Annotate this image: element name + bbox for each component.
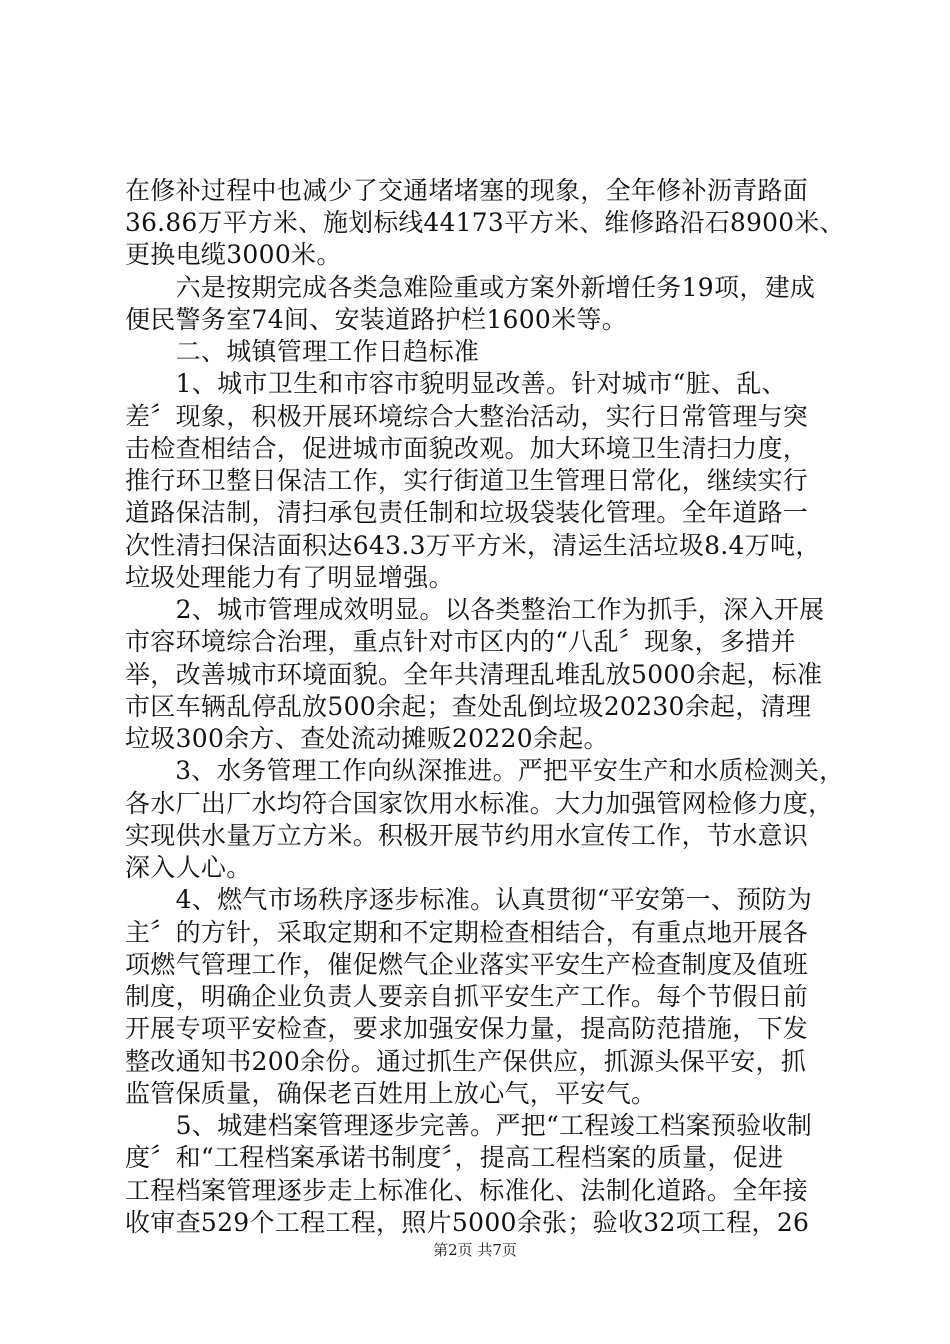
text-line: 深入人心。 [125, 853, 252, 882]
text-line: 击检查相结合，促进城市面貌改观。加大环境卫生清扫力度， [125, 434, 809, 463]
text-line: 更换电缆3000米。 [125, 240, 342, 269]
text-line: 4、燃气市场秩序逐步标准。认真贯彻“平安第一、预防为 [125, 885, 813, 914]
text-line: 差〞现象，积极开展环境综合大整治活动，实行日常管理与突 [125, 402, 809, 431]
text-line: 次性清扫保洁面积达643.3万平方米，清运生活垃圾8.4万吨， [125, 531, 821, 560]
text-line: 1、城市卫生和市容市貌明显改善。针对城市“脏、乱、 [125, 369, 787, 398]
text-line: 便民警务室74间、安装道路护栏1600米等。 [125, 305, 628, 334]
section-heading: 二、城镇管理工作日趋标准 [125, 337, 480, 366]
text-line: 项燃气管理工作，催促燃气企业落实平安生产检查制度及值班 [125, 950, 809, 979]
text-line: 主〞的方针，采取定期和不定期检查相结合，有重点地开展各 [125, 918, 809, 947]
text-line: 垃圾处理能力有了明显增强。 [125, 563, 454, 592]
text-line: 36.86万平方米、施划标线44173平方米、维修路沿石8900米、 [125, 208, 845, 237]
page-number: 第2页 共7页 [433, 1241, 517, 1259]
text-line: 垃圾300余方、查处流动摊贩20220余起。 [125, 724, 609, 753]
text-line: 市容环境综合治理，重点针对市区内的“八乱〞现象，多措并 [125, 627, 796, 656]
text-line: 市区车辆乱停乱放500余起；查处乱倒垃圾20230余起，清理 [125, 692, 812, 721]
text-line: 道路保洁制，清扫承包责任制和垃圾袋装化管理。全年道路一 [125, 498, 809, 527]
text-line: 实现供水量万立方米。积极开展节约用水宣传工作，节水意识 [125, 821, 809, 850]
text-line: 推行环卫整日保洁工作，实行街道卫生管理日常化，继续实行 [125, 466, 809, 495]
text-line: 整改通知书200余份。通过抓生产保供应，抓源头保平安，抓 [125, 1047, 807, 1076]
text-line: 各水厂出厂水均符合国家饮用水标准。大力加强管网检修力度， [125, 789, 834, 818]
text-line: 3、水务管理工作向纵深推进。严把平安生产和水质检测关， [125, 756, 845, 785]
text-line: 制度，明确企业负责人要亲自抓平安生产工作。每个节假日前 [125, 982, 809, 1011]
text-line: 在修补过程中也减少了交通堵堵塞的现象，全年修补沥青路面 [125, 176, 809, 205]
text-line: 六是按期完成各类急难险重或方案外新增任务19项，建成 [125, 273, 816, 302]
text-line: 度〞和“工程档案承诺书制度〞，提高工程档案的质量，促进 [125, 1143, 784, 1172]
text-line: 开展专项平安检查，要求加强安保力量，提高防范措施，下发 [125, 1014, 809, 1043]
text-line: 2、城市管理成效明显。以各类整治工作为抓手，深入开展 [125, 595, 825, 624]
text-line: 收审查529个工程工程，照片5000余张；验收32项工程，26 [125, 1208, 810, 1237]
text-line: 举，改善城市环境面貌。全年共清理乱堆乱放5000余起，标准 [125, 660, 823, 689]
text-line: 5、城建档案管理逐步完善。严把“工程竣工档案预验收制 [125, 1111, 813, 1140]
text-line: 工程档案管理逐步走上标准化、标准化、法制化道路。全年接 [125, 1176, 809, 1205]
text-line: 监管保质量，确保老百姓用上放心气，平安气。 [125, 1079, 657, 1108]
